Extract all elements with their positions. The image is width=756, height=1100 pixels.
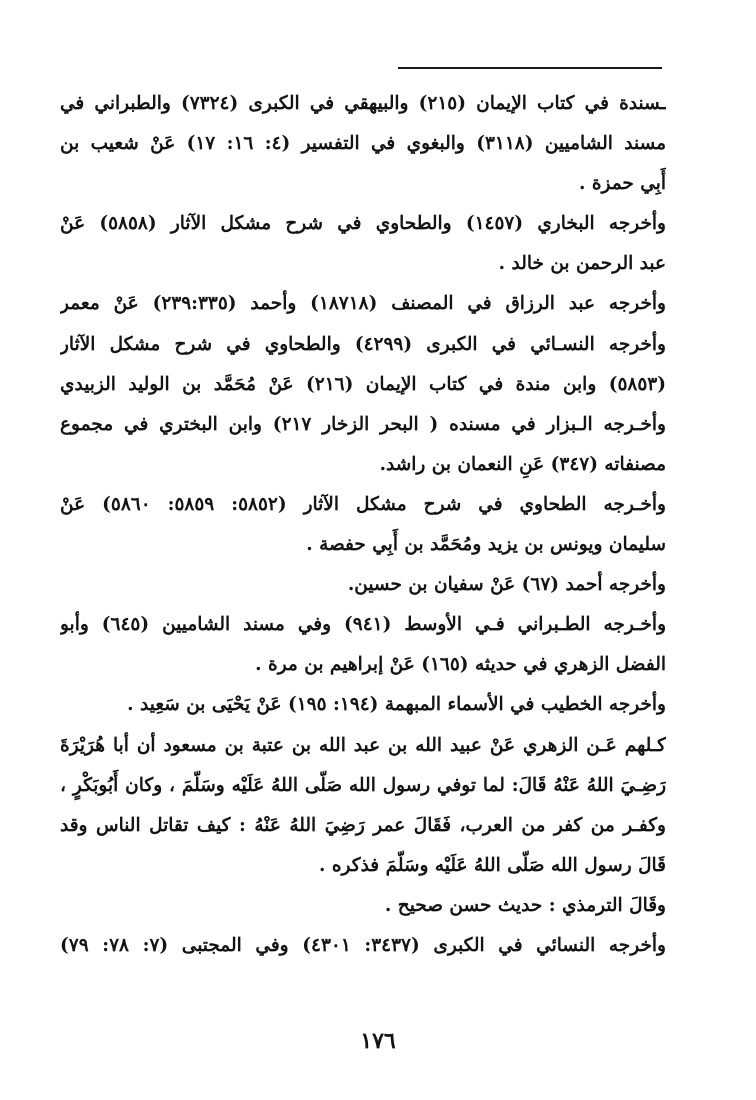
footnote-line: أَبِي حمزة . [578, 173, 666, 195]
footnote-line: مصنفاته (٣٤٧) عَنِ النعمان بن راشد. [379, 453, 666, 475]
footnote-line: سليمان ويونس بن يزيد ومُحَمَّد بن أَبِي حفصة . [306, 534, 666, 556]
footnote-line: ـسندة في كتاب الإيمان (٢١٥) والبيهقي في الكبرى (٧٣٢٤) والطبراني في [60, 93, 666, 114]
footnote-line: وكفـر من كفر من العرب، فَقَالَ عمر رَضِيَ اللهُ عَنْهُ : كيف تقاتل الناس وقد [60, 814, 666, 836]
footnote-line: الفضل الزهري في حديثه (١٦٥) عَنْ إبراهيم بن مرة . [255, 654, 666, 676]
footnote-line: وأخرجه عبد الرزاق في المصنف (١٨٧١٨) وأحمد (٢٣٩:٣٣٥) عَنْ معمر [60, 293, 666, 315]
footnote-line: عبد الرحمن بن خالد . [498, 253, 666, 275]
footnote-separator-rule [398, 67, 662, 69]
footnote-line: وأخرجه النسـائي في الكبرى (٤٢٩٩) والطحاوي في شرح مشكل الآثار [60, 333, 666, 355]
footnote-line: وأخرجه أحمد (٦٧) عَنْ سفيان بن حسين. [347, 574, 666, 596]
footnote-text [60, 84, 666, 966]
footnote-line: (٥٨٥٣) وابن مندة في كتاب الإيمان (٢١٦) عَنْ مُحَمَّد بن الوليد الزبيدي [60, 373, 666, 395]
footnote-line: وأخـرجه الطـبراني فـي الأوسط (٩٤١) وفي مسند الشاميين (٦٤٥) وأبو [60, 614, 666, 636]
footnote-line: رَضِـيَ اللهُ عَنْهُ قَالَ: لما توفي رسول الله صَلّى اللهُ عَلَيْه وسَلّمَ ، وكان أَبُوبَكْرٍ ، [60, 774, 666, 796]
footnote-line: كـلهم عَـن الزهري عَنْ عبيد الله بن عبد الله بن عتبة بن مسعود أن أبا هُرَيْرَةَ [60, 734, 666, 756]
footnote-line: وأخـرجه الطحاوي في شرح مشكل الآثار (٥٨٥٢: ٥٨٥٩: ٥٨٦٠) عَنْ [60, 493, 666, 515]
footnote-line: وأخرجه الخطيب في الأسماء المبهمة (١٩٤: ١٩٥) عَنْ يَحْيَى بن سَعِيد . [127, 694, 666, 716]
footnote-line: وقَالَ الترمذي : حديث حسن صحيح . [384, 894, 666, 916]
page-number: ١٧٦ [360, 1028, 396, 1054]
footnote-line: وأخـرجه الـبزار في مسنده ( البحر الزخار ٢١٧) وابن البختري في مجموع [60, 413, 666, 435]
footnote-line: وأخرجه البخاري (١٤٥٧) والطحاوي في شرح مشكل الآثار (٥٨٥٨) عَنْ [60, 213, 666, 235]
footnote-line: مسند الشاميين (٣١١٨) والبغوي في التفسير (٤: ١٦: ١٧) عَنْ شعيب بن [60, 133, 666, 155]
footnote-line: وأخرجه النسائي في الكبرى (٣٤٣٧: ٤٣٠١) وفي المجتبى (٧: ٧٨: ٧٩) [60, 934, 666, 956]
footnote-line: قَالَ رسول الله صَلّى اللهُ عَلَيْه وسَلّمَ فذكره . [318, 854, 666, 876]
